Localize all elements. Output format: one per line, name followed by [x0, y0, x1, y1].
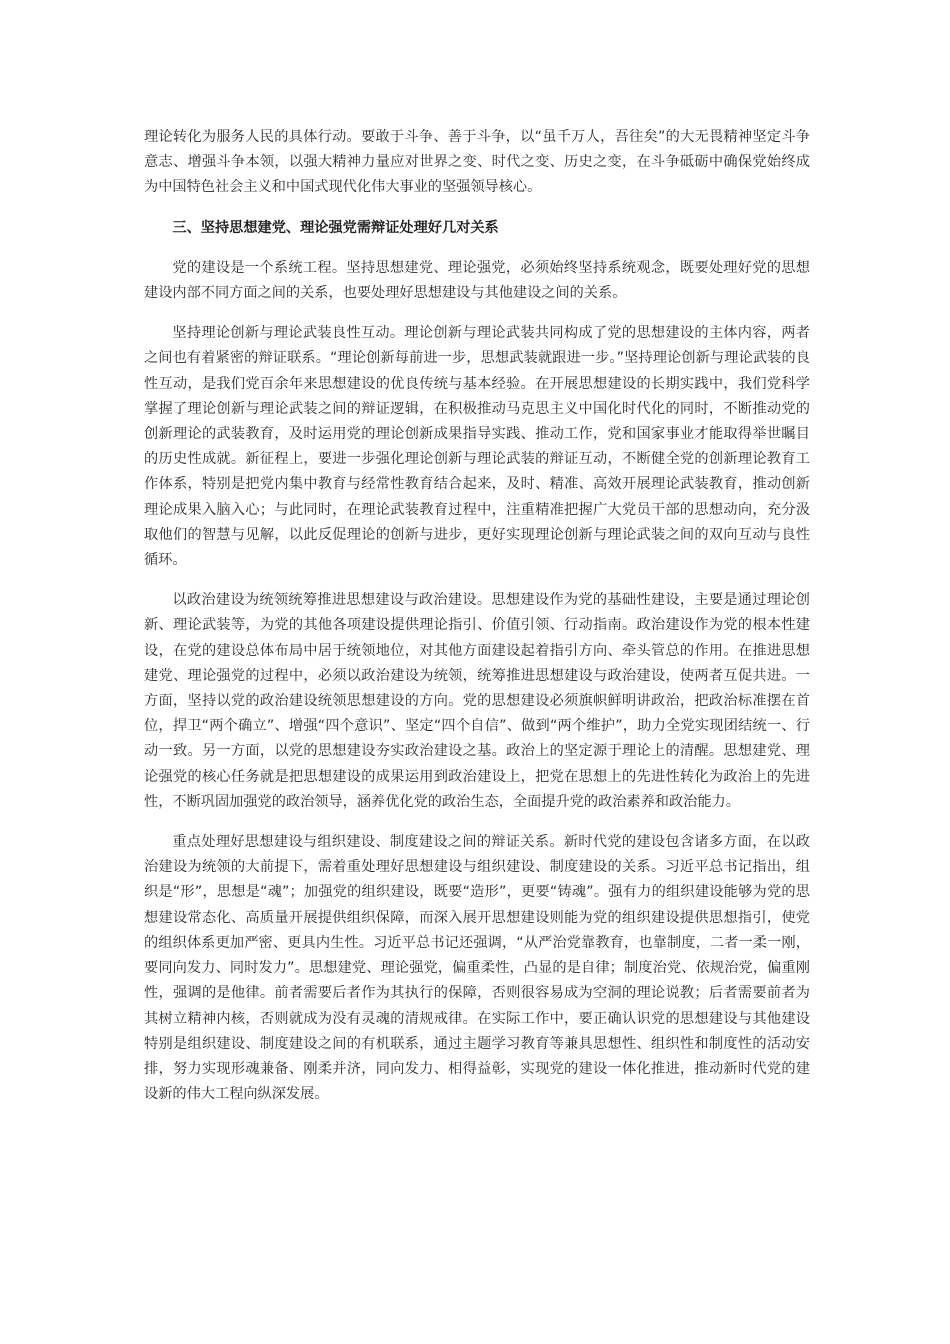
paragraph-continuation: 理论转化为服务人民的具体行动。要敢于斗争、善于斗争，以“虽千万人，吾往矣”的大无畏精神坚定斗争意志、增强斗争本领，以强大精神力量应对世界之变、时代之变、历史之变，在斗争砥砺中确保党始终成为中国特色社会主义和中国式现代化伟大事业的坚强领导核心。: [144, 129, 810, 196]
paragraph-political-construction: 以政治建设为统领统筹推进思想建设与政治建设。思想建设作为党的基础性建设，主要是通过理论创新、理论武装等，为党的其他各项建设提供理论指引、价值引领、行动指南。政治建设作为党的根本性建设，在党的建设总体布局中居于统领地位，对其他方面建设起着指引方向、牵头管总的作用。在推进思想建党、理论强党的过程中，必须以政治建设为统领，统筹推进思想建设与政治建设，使两者互促共进。一方面，坚持以党的政治建设统领思想建设的方向。党的思想建设必须旗帜鲜明讲政治，把政治标准摆在首位，捍卫“两个确立”、增强“四个意识”、坚定“四个自信”、做到“两个维护”，助力全党实现团结统一、行动一致。另一方面，以党的思想建设夯实政治建设之基。政治上的坚定源于理论上的清醒。思想建党、理论强党的核心任务就是把思想建设的成果运用到政治建设上，把党在思想上的先进性转化为政治上的先进性，不断巩固加强党的政治领导，涵养优化党的政治生态，全面提升党的政治素养和政治能力。: [144, 592, 810, 810]
paragraph-theory-innovation: 坚持理论创新与理论武装良性互动。理论创新与理论武装共同构成了党的思想建设的主体内容，两者之间也有着紧密的辩证联系。“理论创新每前进一步，思想武装就跟进一步。”坚持理论创新与理论武装的良性互动，是我们党百余年来思想建设的优良传统与基本经验。在开展思想建设的长期实践中，我们党科学掌握了理论创新与理论武装之间的辩证逻辑，在积极推动马克思主义中国化时代化的同时，不断推动党的创新理论的武装教育，及时运用党的理论创新成果指导实践、推动工作，党和国家事业才能取得举世瞩目的历史性成就。新征程上，要进一步强化理论创新与理论武装的辩证互动，不断健全党的创新理论教育工作体系，特别是把党内集中教育与经常性教育结合起来，及时、精准、高效开展理论武装教育，推动创新理论成果入脑入心；与此同时，在理论武装教育过程中，注重精准把握广大党员干部的思想动向，充分汲取他们的智慧与见解，以此反促理论的创新与进步，更好实现理论创新与理论武装之间的双向互动与良性循环。: [144, 325, 810, 569]
document-body: [144, 125, 810, 1122]
section-heading: 三、坚持思想建党、理论强党需辩证处理好几对关系: [172, 219, 499, 236]
paragraph-intro: 党的建设是一个系统工程。坚持思想建党、理论强党，必须始终坚持系统观念，既要处理好党的思想建设内部不同方面之间的关系，也要处理好思想建设与其他建设之间的关系。: [144, 259, 810, 302]
paragraph-organization-system: 重点处理好思想建设与组织建设、制度建设之间的辩证关系。新时代党的建设包含诸多方面，在以政治建设为统领的大前提下，需着重处理好思想建设与组织建设、制度建设的关系。习近平总书记指出，组织是“形”，思想是“魂”；加强党的组织建设，既要“造形”，更要“铸魂”。强有力的组织建设能够为党的思想建设常态化、高质量开展提供组织保障，而深入展开思想建设则能为党的组织建设提供思想指引，使党的组织体系更加严密、更具内生性。习近平总书记还强调，“从严治党靠教育，也靠制度，二者一柔一刚，要同向发力、同时发力”。思想建党、理论强党，偏重柔性，凸显的是自律；制度治党、依规治党，偏重刚性，强调的是他律。前者需要后者作为其执行的保障，否则很容易成为空洞的理论说教；后者需要前者为其树立精神内核，否则就成为没有灵魂的清规戒律。在实际工作中，要正确认识党的思想建设与其他建设特别是组织建设、制度建设之间的有机联系，通过主题学习教育等兼具思想性、组织性和制度性的活动安排，努力实现形魂兼备、刚柔并济，同向发力、相得益彰，实现党的建设一体化推进，推动新时代党的建设新的伟大工程向纵深发展。: [144, 834, 810, 1103]
